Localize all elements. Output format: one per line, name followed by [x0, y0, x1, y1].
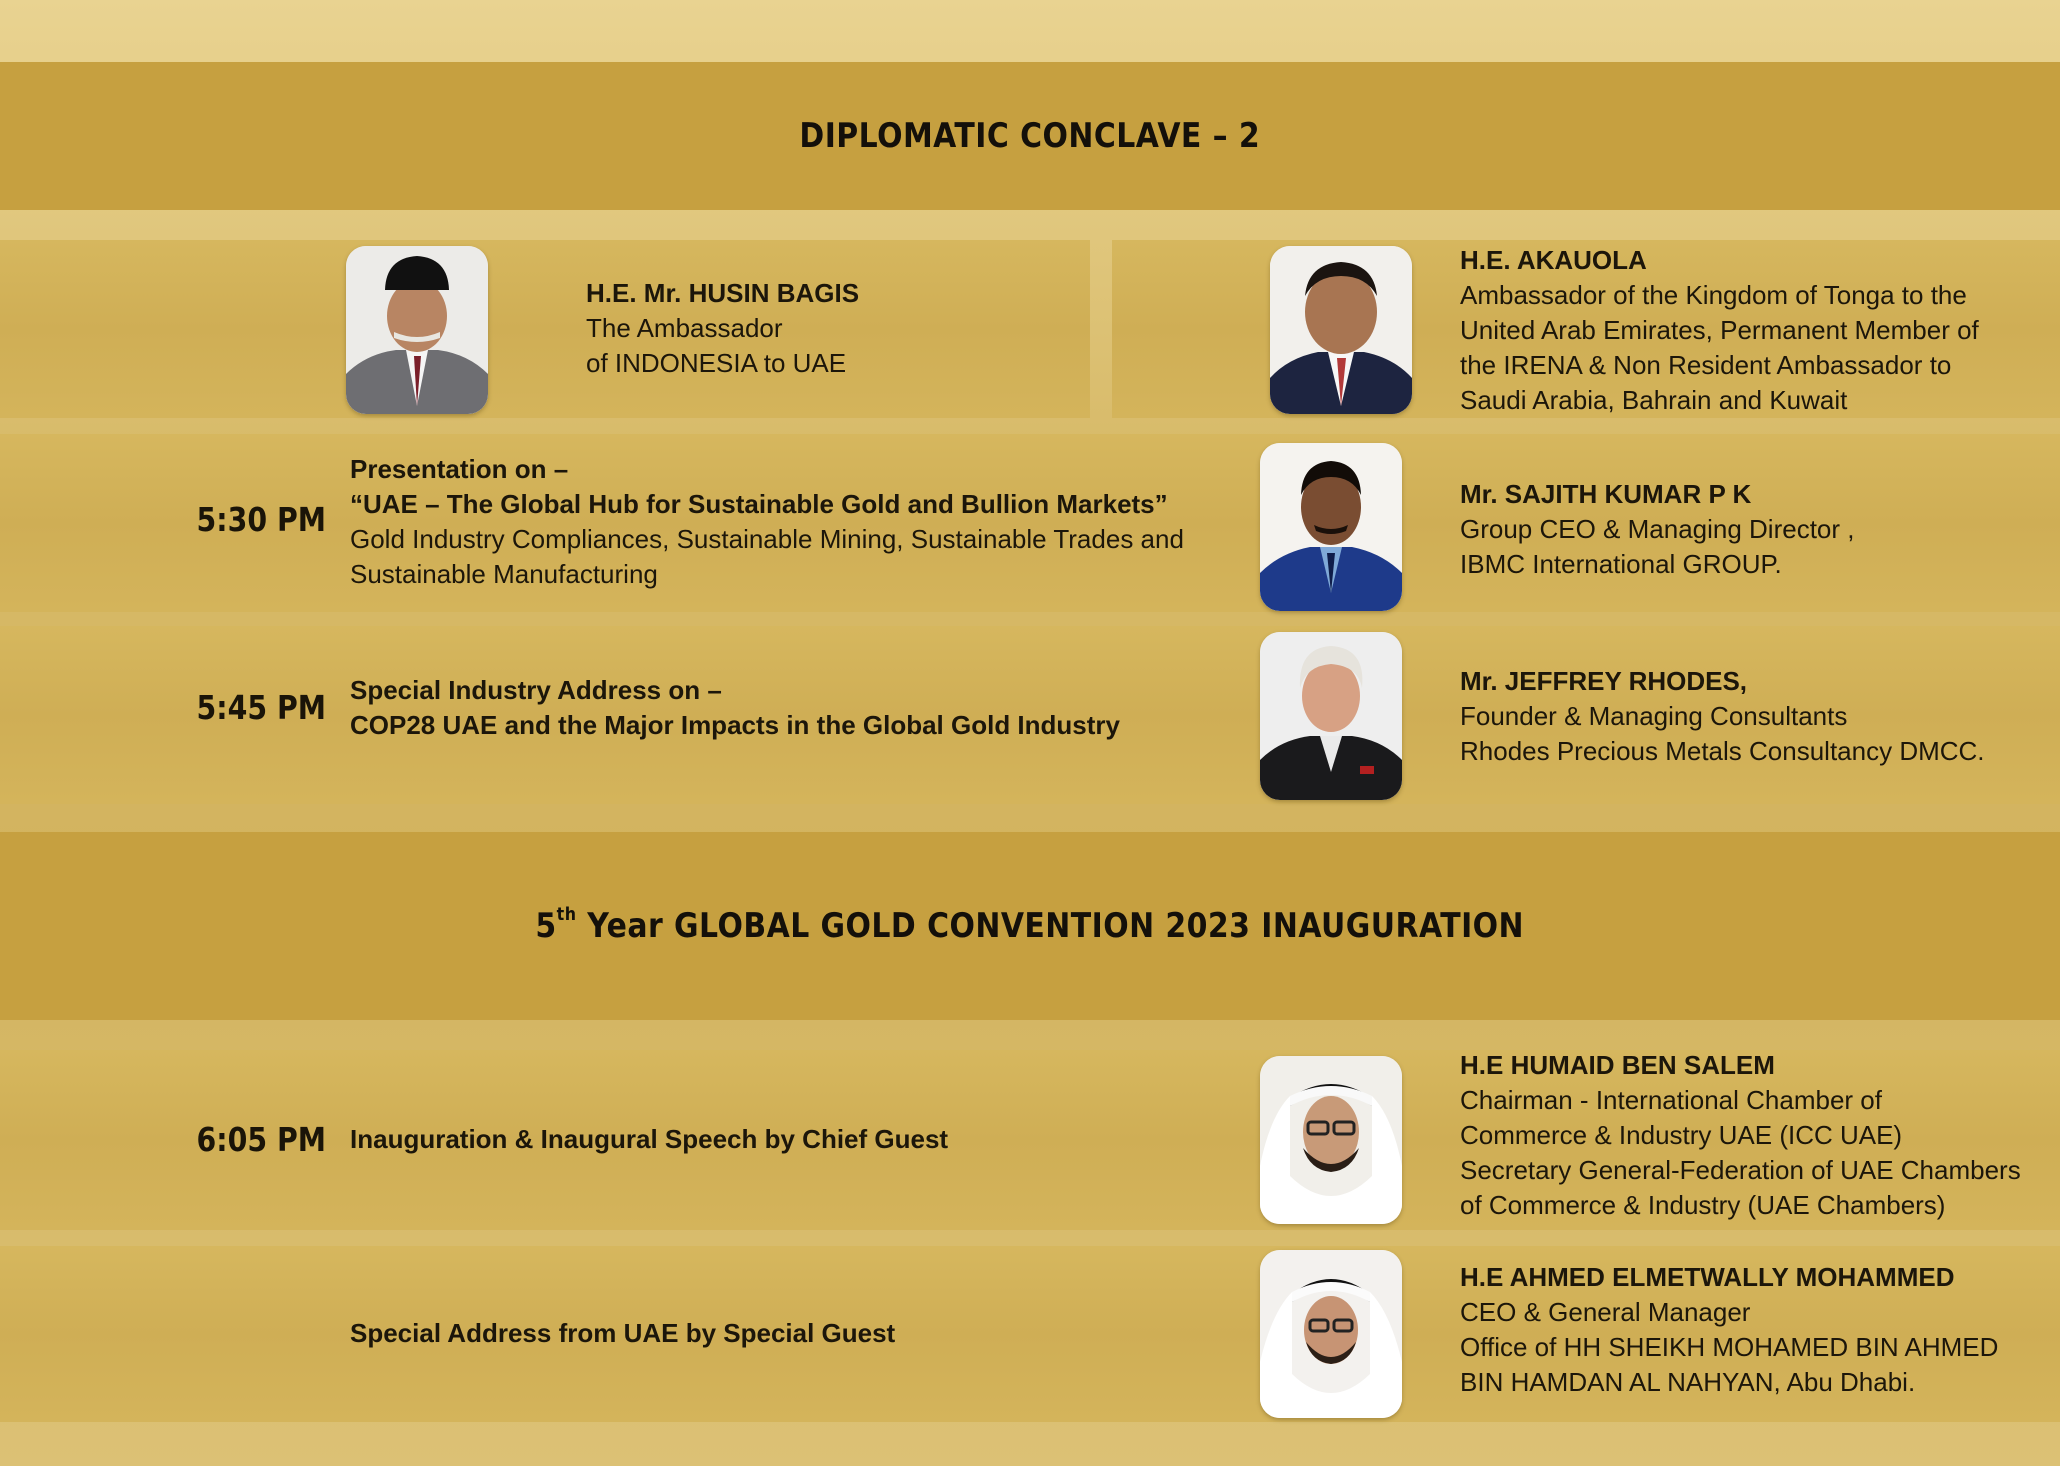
speaker-title-line: Group CEO & Managing Director , — [1460, 514, 1855, 544]
speaker-title-line: Saudi Arabia, Bahrain and Kuwait — [1460, 385, 1848, 415]
speaker-photo-jeffrey-rhodes — [1260, 632, 1402, 800]
speaker-info-akauola — [1460, 243, 1979, 418]
speaker-name: H.E AHMED ELMETWALLY MOHAMMED — [1460, 1262, 1955, 1292]
speaker-title-line: the IRENA & Non Resident Ambassador to — [1460, 350, 1952, 380]
session-topic — [350, 673, 1120, 743]
speaker-title-line: IBMC International GROUP. — [1460, 549, 1782, 579]
speaker-photo-ahmed-elmetwally — [1260, 1250, 1402, 1418]
session-time: 5:30 PM — [196, 500, 326, 539]
speaker-title-line: Secretary General-Federation of UAE Chambers — [1460, 1155, 2021, 1185]
session-topic — [350, 1122, 948, 1157]
speaker-photo-akauola — [1270, 246, 1412, 414]
speaker-title-line: of INDONESIA to UAE — [586, 348, 847, 378]
portrait-icon — [1270, 246, 1412, 414]
speaker-name: Mr. SAJITH KUMAR P K — [1460, 479, 1752, 509]
portrait-icon — [1260, 1250, 1402, 1418]
session-topic — [350, 1316, 895, 1351]
session-topic-detail: Gold Industry Compliances, Sustainable Mining, Sustainable Trades and — [350, 524, 1184, 554]
speaker-info-ahmed-elmetwally — [1460, 1260, 1998, 1400]
speaker-title-line: CEO & General Manager — [1460, 1297, 1751, 1327]
speaker-info-humaid-ben-salem — [1460, 1048, 2021, 1223]
portrait-icon — [1260, 443, 1402, 611]
speaker-title-line: Rhodes Precious Metals Consultancy DMCC. — [1460, 736, 1985, 766]
speaker-photo-sajith-kumar — [1260, 443, 1402, 611]
speaker-info-sajith-kumar — [1460, 477, 1855, 582]
session-topic-heading: Presentation on – — [350, 454, 569, 484]
session-time: 5:45 PM — [196, 688, 326, 727]
section-title: DIPLOMATIC CONCLAVE – 2 — [799, 116, 1261, 156]
speaker-name: H.E. Mr. HUSIN BAGIS — [586, 278, 860, 308]
speaker-title-line: Founder & Managing Consultants — [1460, 701, 1848, 731]
session-topic-heading: Special Industry Address on – — [350, 675, 722, 705]
speaker-title-line: BIN HAMDAN AL NAHYAN, Abu Dhabi. — [1460, 1367, 1916, 1397]
speaker-title-line: Office of HH SHEIKH MOHAMED BIN AHMED — [1460, 1332, 1999, 1362]
session-topic-title: “UAE – The Global Hub for Sustainable Gold and Bullion Markets” — [350, 489, 1168, 519]
session-topic-title: Special Address from UAE by Special Guest — [350, 1318, 896, 1348]
session-time: 6:05 PM — [196, 1120, 326, 1159]
speaker-title-line: Ambassador of the Kingdom of Tonga to the — [1460, 280, 1967, 310]
portrait-icon — [346, 246, 488, 414]
speaker-photo-husin-bagis — [346, 246, 488, 414]
speaker-title-line: United Arab Emirates, Permanent Member of — [1460, 315, 1979, 345]
speaker-title-line: Chairman - International Chamber of — [1460, 1085, 1882, 1115]
session-topic-title: COP28 UAE and the Major Impacts in the Global Gold Industry — [350, 710, 1120, 740]
speaker-title-line: Commerce & Industry UAE (ICC UAE) — [1460, 1120, 1903, 1150]
speaker-name: Mr. JEFFREY RHODES, — [1460, 666, 1748, 696]
speaker-title-line: of Commerce & Industry (UAE Chambers) — [1460, 1190, 1946, 1220]
session-topic-detail: Sustainable Manufacturing — [350, 559, 658, 589]
section-title: 5th Year GLOBAL GOLD CONVENTION 2023 INAUGURATION — [535, 904, 1525, 946]
section-band-diplomatic-conclave — [0, 62, 2060, 210]
speaker-info-jeffrey-rhodes — [1460, 664, 1985, 769]
speaker-name: H.E HUMAID BEN SALEM — [1460, 1050, 1775, 1080]
session-topic — [350, 452, 1184, 592]
section-band-inauguration — [0, 832, 2060, 1020]
session-topic-title: Inauguration & Inaugural Speech by Chief Guest — [350, 1124, 949, 1154]
portrait-icon — [1260, 632, 1402, 800]
speaker-photo-humaid-ben-salem — [1260, 1056, 1402, 1224]
speaker-row-left — [0, 240, 1090, 418]
speaker-title-line: The Ambassador — [586, 313, 783, 343]
portrait-icon — [1260, 1056, 1402, 1224]
speaker-name: H.E. AKAUOLA — [1460, 245, 1647, 275]
speaker-info-husin-bagis — [586, 276, 859, 381]
